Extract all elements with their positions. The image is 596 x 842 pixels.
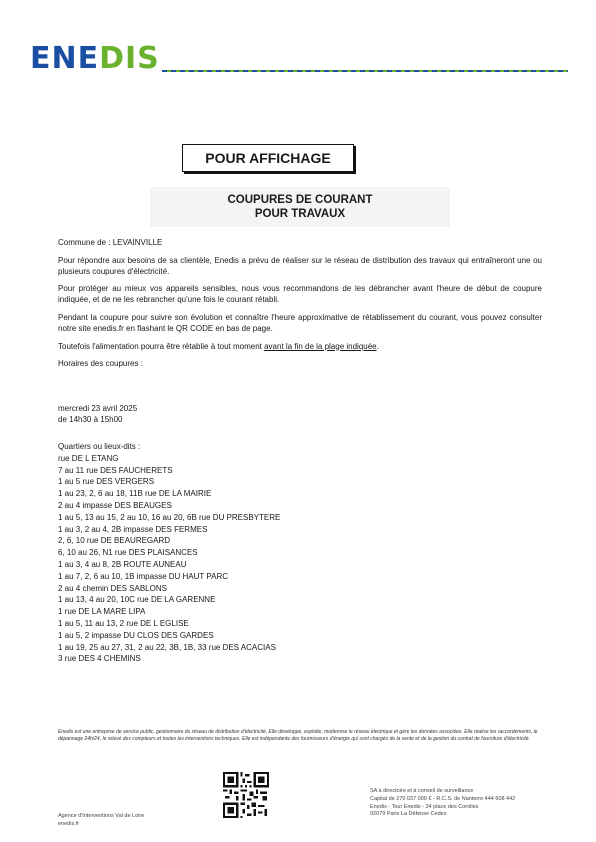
horaires-label: Horaires des coupures : <box>58 359 143 369</box>
paragraph-follow: Pendant la coupure pour suivre son évolution et connaître l'heure approximative de rétablissement du courant, vous pouvez consulter notre site enedis.fr en flashant le QR CODE en bas de page. <box>58 312 542 333</box>
list-item: 6, 10 au 26, N1 rue DES PLAISANCES <box>58 548 198 558</box>
list-item: 1 rue DE LA MARE LIPA <box>58 607 146 617</box>
footer-right <box>370 788 515 819</box>
list-item: 3 rue DES 4 CHEMINS <box>58 654 141 664</box>
qr-code[interactable] <box>223 772 269 818</box>
restore-text-a: Toutefois l'alimentation pourra être rétablie à tout moment <box>58 341 265 351</box>
logo-part-1: ENE <box>30 41 100 76</box>
footer-left <box>58 812 144 828</box>
company-city: 92079 Paris La Défense Cedex <box>370 811 447 818</box>
paragraph-needs: Pour répondre aux besoins de sa clientèle, Enedis a prévu de réaliser sur le réseau de distribution des travaux qui entraîneront une ou plusieurs coupures d'électricité. <box>58 255 542 276</box>
restore-text-underlined: avant la fin de la plage indiquée <box>264 341 377 351</box>
list-item: 1 au 3, 2 au 4, 2B impasse DES FERMES <box>58 524 208 534</box>
list-item: 1 au 3, 4 au 8, 2B ROUTE AUNEAU <box>58 559 187 569</box>
list-item: 1 au 5, 11 au 13, 2 rue DE L EGLISE <box>58 618 189 628</box>
places-label: Quartiers ou lieux-dits : <box>58 442 141 451</box>
list-item: 1 au 7, 2, 6 au 10, 1B impasse DU HAUT PARC <box>58 571 229 581</box>
list-item: 1 au 5 rue DES VERGERS <box>58 477 155 487</box>
list-item: 1 au 23, 2, 6 au 18, 11B rue DE LA MAIRIE <box>58 489 212 499</box>
list-item: 1 au 5, 2 impasse DU CLOS DES GARDES <box>58 630 214 640</box>
company-form: SA à directoire et à conseil de surveillance <box>370 788 474 794</box>
paragraph-protect: Pour protéger au mieux vos appareils sensibles, nous vous recommandons de les débrancher avant l'heure de début de coupure indiquée, et de ne les rebrancher qu'une fois le courant rétabli. <box>58 284 542 305</box>
commune-line: Commune de : LEVAINVILLE <box>58 238 163 247</box>
subtitle-line-1: COUPURES DE COURANT <box>227 194 373 206</box>
subtitle-line-2: POUR TRAVAUX <box>254 208 346 220</box>
schedule-time: de 14h30 à 15h00 <box>58 414 123 424</box>
schedule-date: mercredi 23 avril 2025 <box>58 404 138 413</box>
company-capital: Capital de 270 037 000 € - R.C.S. de Nanterre 444 608 442 <box>370 795 516 802</box>
list-item: 1 au 13, 4 au 20, 10C rue DE LA GARENNE <box>58 595 216 605</box>
subtitle <box>150 187 450 227</box>
list-item: 1 au 19, 25 au 27, 31, 2 au 22, 3B, 1B, 33 rue DES ACACIAS <box>58 642 276 652</box>
list-item: 7 au 11 rue DES FAUCHERETS <box>58 465 173 475</box>
places-list <box>58 441 458 665</box>
agency-name: Agence d'Interventions Val de Loire <box>58 813 145 819</box>
legal-notice: Enedis est une entreprise de service public, gestionnaire du réseau de distribution d'électricité. Elle développe, exploite, modernise le réseau électrique et gère les données associées. Elle réalise les raccordements, le dépannage 24h/24, le relevé des compteurs et toutes les interventions techniques. Elle est indépendante des fournisseurs d'énergie qui sont chargés de la vente et de la gestion du contrat de fourniture d'électricité. <box>58 729 538 742</box>
company-address: Enedis - Tour Enedis - 34 place des Corolles <box>370 803 479 810</box>
enedis-logo <box>30 41 160 76</box>
schedule <box>58 404 358 425</box>
restore-text-c: . <box>376 341 379 351</box>
website-link[interactable]: enedis.fr <box>58 821 80 827</box>
paragraph-restore <box>58 342 542 353</box>
logo-part-2: DIS <box>99 41 160 76</box>
list-item: 2 au 4 impasse DES BEAUGES <box>58 500 172 510</box>
banner-title: POUR AFFICHAGE <box>182 144 354 172</box>
list-item: 2, 6, 10 rue DE BEAUREGARD <box>58 536 171 546</box>
list-item: 1 au 5, 13 au 15, 2 au 10, 16 au 20, 6B rue DU PRESBYTERE <box>58 512 281 522</box>
notice-body <box>58 238 542 377</box>
list-item: 2 au 4 chemin DES SABLONS <box>58 583 167 593</box>
list-item: rue DE L ETANG <box>58 453 119 463</box>
header-rule <box>162 70 568 72</box>
